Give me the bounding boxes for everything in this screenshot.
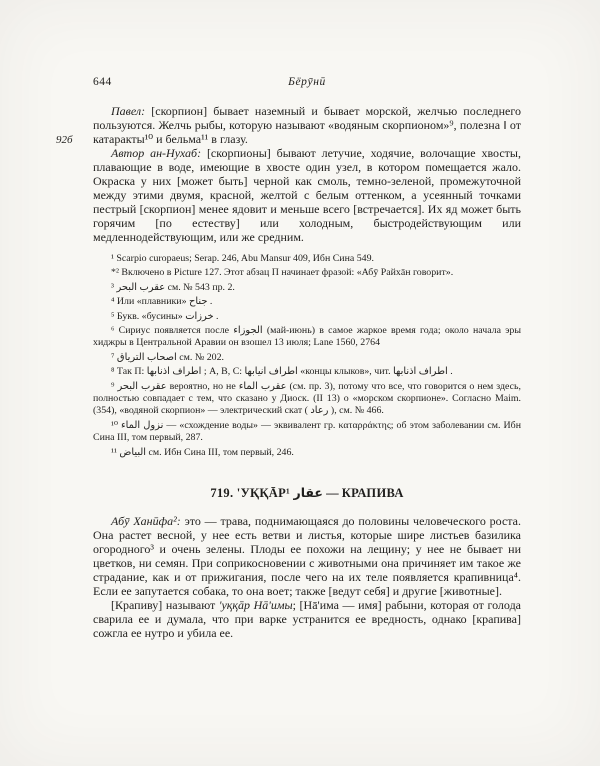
footnote-4: ⁴ Или «плавники» جناح .: [111, 296, 213, 308]
authority-name: Автор ан-Нухаб:: [111, 146, 202, 160]
folio-margin-note: 92б: [56, 134, 73, 146]
page-number: 644: [93, 76, 112, 88]
authority-name: Абӯ Ханӣфа²:: [111, 514, 181, 529]
paragraph-pavel: [93, 104, 521, 146]
paragraph-text: [скорпионы] бывают летучие, ходячие, волочащие хвосты, плавающие в воде, имеющие в хвосте один узел, в котором помещается жало. Окраска у них [может быть] черной как смоль, темно-зеленой, промежуточной между этими двумя, красной, желтой с белым оттенком, а усеянный точками пестрый [скорпион] менее ядовит и меньше всего [встречается]. Их яд может быть горячим [по естеству] или холодным, быстродействующим или медленнодействующим, или же средним.: [93, 146, 521, 244]
paragraph-an-nukhab: [93, 146, 521, 244]
footnote-7: ⁷ اصحاب الترياق см. № 202.: [111, 351, 225, 363]
footnote-5: ⁵ Букв. «бусины» خرزات .: [111, 310, 219, 322]
paragraph-text: [скорпион] бывает наземный и бывает морской, желчью последнего пользуются. Желчь рыбы, которую называют «водяным скорпионом»⁹, полезна ‖ от катаракты¹⁰ и бельма¹¹ в глазу.: [93, 104, 521, 146]
footnote-6: ⁶ Сириус появляется после الجوزاء (май-июнь) в самое жаркое время года; около начала эры хиджры в Центральной Аравии он взошел 13 июля; Lane 1560, 2764: [93, 325, 522, 349]
running-title: Бёрӯнӣ: [288, 76, 326, 88]
paragraph-naima: [93, 598, 521, 640]
paragraph-text: [Крапиву] называют: [111, 598, 219, 613]
paragraph-text: ; [Нā'има — имя] рабыни, которая от голода сварила ее и думала, что при варке устранится ее вредность, однако [крапива] сожгла ее нутро и убила ее.: [93, 598, 522, 641]
authority-name: Павел:: [111, 104, 146, 118]
term-uqqar-naima: 'уққāр Нā'имы: [218, 598, 293, 613]
footnote-3: ³ عقرب البحر см. № 543 пр. 2.: [111, 281, 235, 293]
footnote-1: ¹ Scarpio curopaeus; Serap. 246, Abu Mansur 409, Ибн Сина 549.: [111, 253, 374, 264]
paragraph-abu-hanifa: [93, 514, 521, 598]
footnote-2: *² Включено в Picture 127. Этот абзац П начинает фразой: «Абӯ Райхāн говорит».: [111, 267, 454, 279]
footnote-10: ¹⁰ نزول الماء — «схождение воды» — эквивалент гр. καταρράκτης; об этом заболевании см. Ибн Сина III, том первый, 287.: [93, 419, 521, 444]
page-header: [93, 76, 521, 92]
footnote-8: ⁸ Так П: اطراف اذنابها ; А, В, С: اطراف انيابها «концы клыков», чит. اطراف اذنابها .: [111, 366, 453, 378]
footnote-9: ⁹ عقرب البحر вероятно, но не عقرب الماء (см. пр. 3), потому что все, что говорится о нем здесь, полностью совпадает с тем, что сказано у Диоск. (II 13) о «морском скорпионе». Согласно Maim. (354), «водяной скорпион» — электрический скат ( رعاد ), см. № 466.: [93, 380, 521, 417]
text-block: [93, 104, 521, 640]
paragraph-text: это — трава, поднимающаяся до половины человеческого роста. Она растет весной, у нее есть ветви и листья, которые шире листьев базилика огородного³ и очень зелены. Плоды ее похожи на лещину; у нее не бывает ни цветков, ни семян. При соприкосновении с животными она причиняет им такое же страдание, как и от прижигания, после чего на их теле появляется крапивница⁴. Если ее запутается собака, то она воет; также [ведут себя] и другие [животные].: [93, 514, 522, 599]
article-heading: 719. 'УҚҚĀР¹ عقار — КРАПИВА: [210, 486, 404, 501]
footnotes-block: [93, 253, 521, 459]
footnote-11: ¹¹ البياض см. Ибн Сина III, том первый, 246.: [111, 446, 294, 458]
